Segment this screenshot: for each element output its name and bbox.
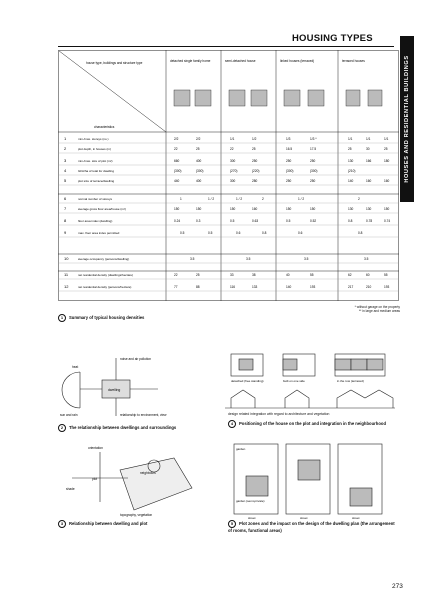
row-number: 9 <box>64 230 67 235</box>
table-cell: 22 <box>230 147 234 151</box>
table-cell: 210 <box>366 285 372 289</box>
table-cell: 0.78 <box>366 219 373 223</box>
row-number: 7 <box>64 206 67 211</box>
table-cell: 60 <box>366 273 370 277</box>
table-cell: 166 <box>366 159 372 163</box>
table-cell: 0.74 <box>384 219 391 223</box>
page-title: HOUSING TYPES <box>292 33 373 44</box>
house-type-2: linked houses (terraced) <box>280 59 315 63</box>
page-number: 273 <box>392 583 403 590</box>
table-cell: (300) <box>310 169 318 173</box>
figure-1-number: 1 <box>58 314 66 322</box>
row-label: min./max. size of plot (m²) <box>78 159 113 163</box>
fig2-label-dwelling: dwelling <box>108 388 121 392</box>
table-cell: 0.3 <box>196 219 201 223</box>
table-cell: 116 <box>230 285 236 289</box>
row-label: floor area index (dwelling) <box>78 219 113 223</box>
table-cell: 0.5 <box>230 219 235 223</box>
table-cell: 1/1 <box>230 137 235 141</box>
table-cell: (220) <box>252 169 260 173</box>
table-cell: 25 <box>252 147 256 151</box>
table-cell: 0.5 <box>286 219 291 223</box>
fig3-label-plot: plot <box>92 477 98 481</box>
table-cell: 16.5 <box>286 147 293 151</box>
row-number: 8 <box>64 218 67 223</box>
table-cell: 217 <box>348 285 354 289</box>
table-cell: 1/2 <box>252 137 257 141</box>
figure-5-number: 5 <box>228 520 236 528</box>
table-cell: 400 <box>196 179 202 183</box>
table-cell: 0.24 <box>174 219 181 223</box>
figure-4-subcaption: design related integration with regard to architecture and vegetation <box>228 412 330 416</box>
fig2-label-relationship: relationship to environment, view <box>120 413 167 417</box>
table-cell: 0.6 <box>298 231 303 235</box>
table-cell: 0.5 <box>208 231 213 235</box>
row-number: 5 <box>64 178 67 183</box>
title-rule <box>58 46 394 47</box>
table-cell: 3.5 <box>190 257 195 261</box>
table-cell: 1/1 <box>384 137 389 141</box>
fig3-label-topography: topography, vegetation <box>120 513 153 517</box>
row-number: 6 <box>64 196 67 201</box>
figure-4-number: 4 <box>228 420 236 428</box>
fig2-label-sun: sun and rain <box>60 413 78 417</box>
table-cell: 88 <box>196 285 200 289</box>
row-label: net residential density (persons/hectare) <box>78 285 132 289</box>
table-cell: 1/3 <box>286 137 291 141</box>
table-cell: (210) <box>348 169 356 173</box>
figure-2-diagram <box>58 350 198 420</box>
table-cell: 133 <box>252 285 258 289</box>
figure-4-title: Positioning of the house on the plot and integration in the neighbourhood <box>239 421 387 426</box>
table-cell: 250 <box>310 159 316 163</box>
row-number: 4 <box>64 168 67 173</box>
fig2-label-noise: noise and air pollution <box>120 357 152 361</box>
figure-2-caption <box>58 424 176 432</box>
table-cell: 193 <box>384 285 390 289</box>
table-cell: 1/3 * <box>310 137 317 141</box>
house-type-3: terraced houses <box>342 59 365 63</box>
table-cell: 30 <box>366 147 370 151</box>
table-cell: 33 <box>230 273 234 277</box>
table-cell: 25 <box>384 147 388 151</box>
table-cell: 2/2 <box>196 137 201 141</box>
table-cell: (300) <box>196 169 204 173</box>
table-cell: 140 <box>348 179 354 183</box>
table-cell: 25 <box>348 147 352 151</box>
fig3-label-shade: shade <box>66 487 75 491</box>
table-cell: 300 <box>230 179 236 183</box>
table-cell: 2 <box>358 197 360 201</box>
table-cell: 40 <box>286 273 290 277</box>
fig4-label-detached: detached (free standing) <box>231 379 264 383</box>
table-cell: 17.5 <box>310 147 317 151</box>
table-cell: 160 <box>384 179 390 183</box>
table-corner-label: house type, buildings and structure type <box>86 61 143 65</box>
table-cell: 1 / 2 <box>298 197 305 201</box>
row-label: min./max. storeys (no.) <box>78 137 109 141</box>
figure-5-caption <box>228 520 398 533</box>
table-cell: 150 <box>230 207 236 211</box>
row-label: normal number of storeys <box>78 197 113 201</box>
table-cell: 55 <box>310 273 314 277</box>
row-label: GFA/ha of total for dwelling <box>78 169 115 173</box>
row-label: max. floor area index permitted <box>78 231 120 235</box>
table-cell: 2 <box>262 197 264 201</box>
table-cell: 38 <box>252 273 256 277</box>
row-label: plot size of terrace/dwelling <box>78 179 115 183</box>
house-type-0: detached single family home <box>170 59 211 63</box>
table-footnote-2: ** in large and medium areas <box>358 308 400 313</box>
figure-3-title: Relationship between dwelling and plot <box>69 521 148 526</box>
figure-3-number: 3 <box>58 520 66 528</box>
table-cell: 1 / 2 <box>208 197 215 201</box>
table-cell: 150 <box>286 207 292 211</box>
fig5-label-street-3: street <box>352 516 360 520</box>
table-cell: 25 <box>196 273 200 277</box>
table-cell: 3.5 <box>364 257 369 261</box>
table-cell: 77 <box>174 285 178 289</box>
table-cell: 660 <box>174 159 180 163</box>
table-cell: 0.52 <box>310 219 317 223</box>
table-cell: 1/1 <box>348 137 353 141</box>
table-cell: 250 <box>310 179 316 183</box>
table-cell: 1 <box>180 197 182 201</box>
table-cell: 0.5 <box>180 231 185 235</box>
table-cell: 160 <box>366 179 372 183</box>
table-cell: 300 <box>230 159 236 163</box>
fig4-label-row: in the row (terraced) <box>337 379 364 383</box>
table-cell: 150 <box>384 207 390 211</box>
figure-2-title: The relationship between dwellings and surroundings <box>69 425 177 430</box>
table-cell: 130 <box>348 159 354 163</box>
table-cell: 400 <box>196 159 202 163</box>
row-label: average occupancy (persons/dwelling) <box>78 257 130 261</box>
table-cell: (300) <box>174 169 182 173</box>
fig5-label-garden-semi: garden (semi-private) <box>236 499 265 503</box>
table-cell: 22 <box>174 273 178 277</box>
table-cell: 3.5 <box>246 257 251 261</box>
table-cell: 0.8 <box>262 231 267 235</box>
table-cell: 3.5 <box>304 257 309 261</box>
table-footnote-1: * without garage on the property <box>354 305 400 309</box>
table-cell: 180 <box>384 159 390 163</box>
table-cell: 193 <box>310 285 316 289</box>
table-cell: (300) <box>286 169 294 173</box>
fig5-label-garden: garden <box>236 447 246 451</box>
table-cell: 62 <box>348 273 352 277</box>
table-cell: 0.6 <box>236 231 241 235</box>
table-characteristics-label: characteristics <box>94 125 115 129</box>
row-label: average gross floor area/house (m²) <box>78 207 126 211</box>
fig5-label-street-1: street <box>248 516 256 520</box>
figure-5-diagram <box>230 440 395 520</box>
row-number: 10 <box>64 256 69 261</box>
figure-2-number: 2 <box>58 424 66 432</box>
row-label: net residential density (dwellings/hectare) <box>78 273 134 277</box>
fig3-label-neighbours: neighbours <box>140 471 156 475</box>
table-cell: 0.8 <box>348 219 353 223</box>
fig4-label-one-side: built on one side <box>283 379 305 383</box>
table-cell: 2/2 <box>174 137 179 141</box>
table-cell: 160 <box>252 207 258 211</box>
fig3-label-orientation: orientation <box>88 446 103 450</box>
table-cell: 130 <box>348 207 354 211</box>
figure-3-caption <box>58 520 147 528</box>
figure-5-title: Plot zones and the impact on the design of the dwelling plan (the arrangement of rooms, functional areas) <box>228 521 395 533</box>
side-tab <box>400 36 414 202</box>
table-cell: 140 <box>286 285 292 289</box>
row-label: plot depth, in houses (m) <box>78 147 112 151</box>
table-cell: 280 <box>252 179 258 183</box>
row-number: 1 <box>64 136 67 141</box>
side-tab-label: HOUSES AND RESIDENTIAL BUILDINGS <box>404 55 410 183</box>
table-cell: 0.8 <box>358 231 363 235</box>
table-cell: 55 <box>384 273 388 277</box>
table-cell: (270) <box>230 169 238 173</box>
table-cell: 440 <box>174 179 180 183</box>
table-cell: 150 <box>174 207 180 211</box>
house-type-1: semi-detached house <box>225 59 256 63</box>
table-cell: 250 <box>286 179 292 183</box>
table-cell: 250 <box>252 159 258 163</box>
row-number: 2 <box>64 146 67 151</box>
row-number: 3 <box>64 158 67 163</box>
table-footnotes <box>290 306 400 314</box>
table-cell: 1/1 <box>366 137 371 141</box>
fig5-label-street-2: street <box>300 516 308 520</box>
table-cell: 25 <box>196 147 200 151</box>
figure-3-diagram <box>62 440 202 520</box>
table-cell: 250 <box>286 159 292 163</box>
table-cell: 150 <box>310 207 316 211</box>
density-table <box>58 50 400 306</box>
table-cell: 22 <box>174 147 178 151</box>
figure-4-caption <box>228 420 398 428</box>
table-cell: 150 <box>196 207 202 211</box>
row-number: 11 <box>64 272 69 277</box>
fig2-label-heat: heat <box>72 365 79 369</box>
figure-4-diagram <box>225 350 395 412</box>
row-number: 12 <box>64 284 69 289</box>
table-cell: 130 <box>366 207 372 211</box>
table-cell: 0.63 <box>252 219 259 223</box>
figure-1-caption <box>58 314 144 322</box>
table-cell: 1 / 2 <box>236 197 243 201</box>
figure-1-title: Summary of typical housing densities <box>69 315 145 320</box>
